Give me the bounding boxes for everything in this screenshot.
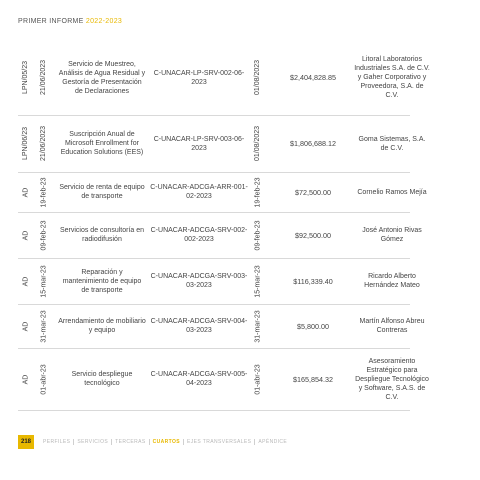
table-row <box>18 348 429 411</box>
footer <box>18 435 290 449</box>
procedure-date-text: 19-feb-23 <box>40 177 48 207</box>
contract-amount-text: $72,500.00 <box>295 187 331 197</box>
nav-item[interactable]: SERVICIOS <box>74 439 112 445</box>
procedure-type-text: AD <box>22 374 30 384</box>
provider-name <box>354 348 430 410</box>
procedure-date-text: 09-feb-23 <box>40 220 48 250</box>
contract-code <box>150 304 248 348</box>
procedure-type <box>18 258 34 304</box>
contract-code-text: C-UNACAR-ADCGA-SRV-003-03-2023 <box>150 273 248 289</box>
contract-amount <box>274 212 352 258</box>
contract-description-text: Servicio de Muestreo, Análisis de Agua Residual y Gestoría de Presentación de Declaraciones <box>58 60 146 95</box>
procedure-type-text: LPN/05/23 <box>22 60 30 95</box>
contract-description <box>58 115 146 172</box>
procedure-date <box>36 348 52 410</box>
procedure-date-text: 31-mar-23 <box>40 309 48 343</box>
procedure-date <box>36 172 52 212</box>
provider-name-text: Asesoramiento Estratégico para Despliegue Tecnológico y Software, S.A.S. de C.V. <box>355 357 429 401</box>
contract-code <box>150 212 248 258</box>
provider-name <box>354 172 430 212</box>
provider-name-text: Litoral Laboratorios Industriales S.A. de C.V. y Gaher Corporativo y Proveedora, S.A. de C.V. <box>354 56 430 99</box>
procedure-type <box>18 40 34 115</box>
contract-code-text: C-UNACAR-LP-SRV-002-06-2023 <box>153 69 245 86</box>
table-row <box>18 212 422 259</box>
procedure-date-text: 21/06/2023 <box>40 59 48 96</box>
contract-description <box>58 258 146 304</box>
procedure-date-text: 15-mar-23 <box>40 264 48 298</box>
contract-description <box>58 348 146 410</box>
contract-code-text: C-UNACAR-ADCGA-ARR-001-02-2023 <box>150 184 248 200</box>
provider-name <box>354 304 430 348</box>
provider-name-text: Cornelio Ramos Mejía <box>357 188 427 196</box>
contract-description-text: Servicios de consultoría en radiodifusión <box>59 227 145 243</box>
contract-amount <box>274 304 352 348</box>
contract-code <box>150 258 248 304</box>
table-row <box>18 258 420 305</box>
contract-code-text: C-UNACAR-LP-SRV-003-06-2023 <box>153 135 245 152</box>
procedure-date-text: 01-abr-23 <box>40 363 48 395</box>
procedure-type-text: LPN/06/23 <box>22 126 30 161</box>
contract-code <box>150 115 248 172</box>
contract-amount-text: $116,339.40 <box>293 276 333 286</box>
contract-date <box>250 258 266 304</box>
table-row <box>18 40 430 116</box>
procedure-type <box>18 115 34 172</box>
provider-name <box>354 258 430 304</box>
procedure-type-text: AD <box>22 276 30 286</box>
contract-date <box>250 172 266 212</box>
provider-name-text: Martín Alfonso Abreu Contreras <box>359 318 425 334</box>
procedure-date <box>36 258 52 304</box>
provider-name <box>354 115 430 172</box>
contract-date-text: 09-feb-23 <box>254 220 262 250</box>
contract-description <box>58 40 146 115</box>
procedure-type <box>18 212 34 258</box>
provider-name-text: José Antonio Rivas Gómez <box>362 227 422 243</box>
provider-name <box>354 212 430 258</box>
nav-item[interactable]: EJES TRANSVERSALES <box>184 439 255 445</box>
contract-date <box>250 40 266 115</box>
contract-amount-text: $2,404,828.85 <box>290 73 336 82</box>
procedure-type-text: AD <box>22 187 30 197</box>
contract-description-text: Suscripción Anual de Microsoft Enrollment for Education Solutions (EES) <box>60 131 144 156</box>
nav-item[interactable]: CUARTOS <box>150 439 184 445</box>
nav-item[interactable]: PERFILES <box>40 439 74 445</box>
procedure-type <box>18 348 34 410</box>
contract-date <box>250 348 266 410</box>
provider-name-text: Goma Sistemas, S.A. de C.V. <box>358 135 426 152</box>
contract-description <box>58 304 146 348</box>
provider-name <box>354 40 430 115</box>
procedure-type <box>18 172 34 212</box>
procedure-date <box>36 212 52 258</box>
nav-item[interactable]: TERCERAS <box>112 439 149 445</box>
contract-description <box>58 212 146 258</box>
contract-amount <box>274 40 352 115</box>
contract-amount <box>274 258 352 304</box>
contract-date <box>250 212 266 258</box>
contract-amount-text: $5,800.00 <box>297 321 329 331</box>
header-label: PRIMER INFORME <box>18 18 84 25</box>
contract-description <box>58 172 146 212</box>
contract-date-text: 31-mar-23 <box>254 309 262 343</box>
procedure-date-text: 21/06/2023 <box>40 125 48 162</box>
contract-code-text: C-UNACAR-ADCGA-SRV-004-03-2023 <box>150 318 248 334</box>
table-row <box>18 304 425 349</box>
table-row <box>18 115 426 173</box>
contract-date-text: 01/08/2023 <box>254 125 262 162</box>
nav-item[interactable]: APÉNDICE <box>258 439 288 445</box>
contract-description-text: Arrendamiento de mobiliario y equipo <box>58 318 146 334</box>
procedure-type-text: AD <box>22 321 30 331</box>
contract-date <box>250 115 266 172</box>
contract-description-text: Reparación y mantenimiento de equipo de transporte <box>62 268 142 294</box>
page-number: 218 <box>18 435 34 449</box>
contract-date <box>250 304 266 348</box>
provider-name-text: Ricardo Alberto Hernández Mateo <box>364 273 420 289</box>
contract-date-text: 01-abr-23 <box>254 363 262 395</box>
procedure-type-text: AD <box>22 230 30 240</box>
table-row <box>18 172 427 213</box>
contract-description-text: Servicio despliegue tecnológico <box>71 371 133 387</box>
contract-code <box>150 348 248 410</box>
contract-code <box>150 40 248 115</box>
procedure-type <box>18 304 34 348</box>
report-header <box>18 18 122 25</box>
header-years: 2022-2023 <box>85 18 123 25</box>
contract-date-text: 01/08/2023 <box>254 59 262 96</box>
contract-date-text: 15-mar-23 <box>254 264 262 298</box>
contract-amount-text: $1,806,688.12 <box>290 139 336 148</box>
contract-amount <box>274 172 352 212</box>
contract-date-text: 19-feb-23 <box>254 177 262 207</box>
procedure-date <box>36 40 52 115</box>
section-nav <box>40 439 290 445</box>
contract-description-text: Servicio de renta de equipo de transporte <box>59 184 145 200</box>
procedure-date <box>36 304 52 348</box>
contract-code <box>150 172 248 212</box>
contract-amount-text: $92,500.00 <box>295 230 331 240</box>
contract-code-text: C-UNACAR-ADCGA-SRV-005-04-2023 <box>150 371 248 387</box>
contract-amount <box>274 115 352 172</box>
contract-code-text: C-UNACAR-ADCGA-SRV-002-002-2023 <box>150 227 248 243</box>
contract-amount-text: $165,854.32 <box>293 374 333 384</box>
procedure-date <box>36 115 52 172</box>
contract-amount <box>274 348 352 410</box>
